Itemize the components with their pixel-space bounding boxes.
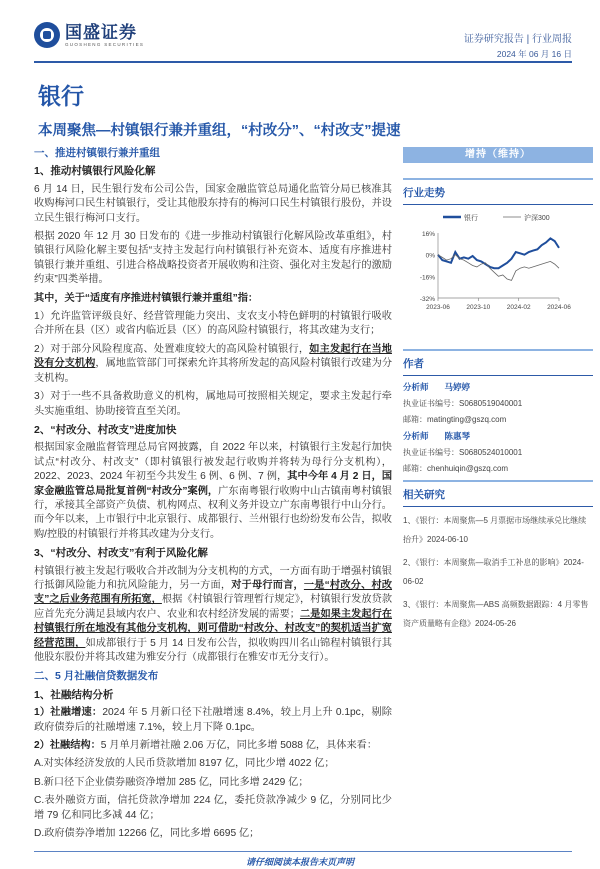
emphasis-text: 1）社融增速： bbox=[34, 707, 103, 719]
cert-number: S0680524010001 bbox=[459, 448, 523, 457]
text: 1）允许监管评级良好、经营管理能力突出、支农支小特色鲜明的村镇银行吸收合并所在县（区）或省内临近县（区）的高风险村镇银行，将其改建为支行； bbox=[34, 311, 392, 337]
x-tick-label: 2023-10 bbox=[466, 304, 491, 311]
authors-heading: 作者 bbox=[403, 349, 593, 376]
emphasis-text: 其中今年 4 月 2 日，国家金融监管总局批复首例“村改分”案例， bbox=[34, 471, 393, 497]
logo-mark-icon bbox=[34, 22, 60, 48]
paragraph bbox=[34, 292, 392, 306]
legend-label: 沪深300 bbox=[524, 215, 550, 222]
logo-text: 国盛证券 bbox=[65, 22, 137, 42]
report-type: 证券研究报告 | 行业周报 bbox=[463, 34, 572, 45]
series-line-bank bbox=[438, 238, 559, 268]
emphasis-text: 如主发起行在当地没有分支机构 bbox=[34, 343, 392, 370]
text: 如成都银行于 5 月 14 日发布公告，拟收购四川名山锦程村镇银行其他股东股份并将其改建为雅安分行（成都银行在雅安市无分支行）。 bbox=[34, 637, 392, 663]
cert-label: 执业证书编号： bbox=[403, 448, 459, 457]
text: 2）对于部分风险程度高、处置难度较大的高风险村镇银行， bbox=[34, 343, 310, 355]
section-heading: 二、5 月社融信贷数据发布 bbox=[34, 670, 159, 683]
emphasis-text: 一是“村改分、村改支”之后业务范围有所拓宽， bbox=[34, 579, 393, 606]
email-link[interactable]: chenhuiqin@gszq.com bbox=[427, 464, 509, 473]
paragraph bbox=[34, 706, 392, 735]
author-cert bbox=[403, 447, 593, 458]
paragraph bbox=[34, 183, 392, 226]
emphasis-text: 二是如果主发起行在村镇银行所在地没有其他分支机构，则可借助“村改分、村改支”的契机适当扩宽经营范围， bbox=[34, 608, 393, 649]
main-content bbox=[34, 146, 392, 845]
y-tick-label: 0% bbox=[425, 252, 435, 260]
y-tick-label: -32% bbox=[419, 296, 435, 303]
legend-label: 银行 bbox=[464, 215, 478, 222]
trend-chart bbox=[403, 205, 593, 330]
y-tick-label: -16% bbox=[419, 274, 435, 282]
subsection-heading: 1、推动村镇银行风险化解 bbox=[34, 165, 156, 178]
x-tick-label: 2024-02 bbox=[506, 304, 531, 311]
text: 根据 2020 年 12 月 30 日发布的《进一步推动村镇银行化解风险改革重组》，村镇银行风险化解主要包括“支持主发起行向村镇银行补充资本、适度有序推进村镇银行兼并重组、引进合格战略投资者开展收购和注资、强化对主发起行的激励约束”四类举措。 bbox=[34, 231, 392, 286]
text: 2024 年 5 月新口径下社融增速 8.4%，较上月上升 0.1pc，剔除政府债券后的社融增速 7.1%，较上月下降 0.1pc。 bbox=[34, 707, 392, 733]
subsection-heading: 2、“村改分、村改支”进度加快 bbox=[34, 423, 177, 436]
paragraph bbox=[34, 827, 392, 841]
text: 村镇银行被主发起行吸收合并改制为分支机构的方式，一方面有助于增强村镇银行抵御风险能力和抗风险能力，另一方面， bbox=[34, 565, 392, 591]
email-label: 邮箱： bbox=[403, 415, 427, 424]
report-title: 本周聚焦—村镇银行兼并重组，“村改分”、“村改支”提速 bbox=[38, 123, 401, 139]
email-label: 邮箱： bbox=[403, 464, 427, 473]
company-logo bbox=[34, 22, 144, 48]
trend-heading: 行业走势 bbox=[403, 178, 593, 205]
paragraph bbox=[34, 739, 392, 753]
paragraph bbox=[34, 230, 392, 288]
related-heading: 相关研究 bbox=[403, 480, 593, 507]
related-report-link[interactable]: 2、《银行：本周聚焦—取消手工补息的影响》2024-06-02 bbox=[403, 558, 584, 586]
text: 6 月 14 日，民生银行发布公司公告，国家金融监管总局通化监管分局已核准其收购梅河口民生村镇银行，受让其他股东持有的梅河口民生村镇银行股份，并设立民生银行梅河口支行。 bbox=[34, 183, 392, 224]
paragraph bbox=[34, 776, 392, 790]
paragraph bbox=[34, 794, 392, 823]
author-email bbox=[403, 414, 593, 425]
y-tick-label: 16% bbox=[421, 231, 435, 238]
section-heading: 一、推进村镇银行兼并重组 bbox=[34, 147, 160, 159]
author-role: 分析师 bbox=[403, 382, 429, 392]
authors-list bbox=[403, 381, 593, 474]
logo-subtext: GUOSHENG SECURITIES bbox=[65, 41, 145, 47]
rating-badge: 增持（维持） bbox=[403, 147, 593, 163]
paragraph bbox=[34, 310, 392, 339]
paragraph bbox=[34, 757, 392, 771]
header-divider bbox=[34, 61, 572, 63]
text: C.表外融资方面，信托贷款净增加 224 亿，委托贷款净减少 9 亿，分别同比少增 79 亿和同比多减 44 亿； bbox=[34, 795, 392, 821]
sidebar bbox=[403, 178, 593, 633]
text: D.政府债券净增加 12266 亿，同比多增 6695 亿； bbox=[34, 828, 260, 840]
author-role: 分析师 bbox=[403, 431, 429, 441]
text: B.新口径下企业债券融资净增加 285 亿，同比多增 2429 亿； bbox=[34, 776, 309, 788]
cert-number: S0680519040001 bbox=[459, 399, 523, 408]
sector-title: 银行 bbox=[38, 83, 84, 109]
paragraph bbox=[34, 565, 392, 666]
paragraph bbox=[34, 441, 392, 542]
emphasis-text: 2）社融结构： bbox=[34, 740, 101, 752]
emphasis-text: 其中，关于“适度有序推进村镇银行兼并重组”指： bbox=[34, 292, 259, 304]
text: 广东南粤银行收购中山古镇南粤村镇银行，承接其全部资产负债、机构网点、权利义务并设立广东南粤银行中山分行。而今年以来，上市银行中北京银行、成都银行、兰州银行也纷纷发布公告，拟收购/控股的村镇银行并将其改建为分支行。 bbox=[34, 485, 392, 540]
author-name: 马婷婷 bbox=[444, 382, 471, 392]
subsection-heading: 3、“村改分、村改支”有利于风险化解 bbox=[34, 547, 208, 560]
report-date: 2024 年 06 月 16 日 bbox=[496, 49, 572, 59]
text: 根据《村镇银行管理暂行规定》，村镇银行发放贷款应首先充分满足县域内农户、农业和农村经济发展的需要； bbox=[34, 594, 393, 620]
author-name: 陈惠琴 bbox=[444, 431, 471, 441]
x-tick-label: 2023-06 bbox=[426, 304, 450, 311]
author-email bbox=[403, 463, 593, 474]
footer-disclaimer: 请仔细阅读本报告末页声明 bbox=[245, 857, 354, 867]
text: ，属地监管部门可探索允许其将所发起的高风险村镇银行改建为分支机构。 bbox=[34, 358, 393, 384]
text: 3）对于一些不具备救助意义的机构，属地局可按照相关规定，要求主发起行牵头实施重组、协助接管直至关闭。 bbox=[34, 391, 392, 417]
related-report-link[interactable]: 3、《银行：本周聚焦—ABS 高频数据跟踪：4 月零售资产质量略有企稳》2024-05-26 bbox=[403, 600, 589, 628]
subsection-heading: 1、社融结构分析 bbox=[34, 688, 114, 701]
email-link[interactable]: matingting@gszq.com bbox=[427, 415, 507, 424]
author-name-row bbox=[403, 381, 593, 393]
cert-label: 执业证书编号： bbox=[403, 399, 459, 408]
related-list bbox=[403, 511, 593, 633]
emphasis-text: 对于母行而言， bbox=[231, 579, 304, 591]
author-name-row bbox=[403, 430, 593, 442]
text: A.对实体经济发放的人民币贷款增加 8197 亿，同比少增 4022 亿； bbox=[34, 758, 335, 770]
text: 根据国家金融监督管理总局官网披露，自 2022 年以来，村镇银行主发起行加快试点“村改分、村改支”（即村镇银行被发起行收购并将转为母行分支机构），2022、2023、2024 年初至今共发生 6 例、6 例、7 例， bbox=[34, 442, 392, 483]
author-cert bbox=[403, 398, 593, 409]
text: 5 月单月新增社融 2.06 万亿，同比多增 5088 亿，具体来看： bbox=[100, 740, 378, 752]
footer-divider bbox=[34, 851, 572, 852]
paragraph bbox=[34, 343, 392, 386]
related-report-link[interactable]: 1、《银行：本周聚焦—5 月票据市场继续承兑比继续抬升》2024-06-10 bbox=[403, 516, 587, 544]
paragraph bbox=[34, 390, 392, 419]
x-tick-label: 2024-06 bbox=[547, 304, 571, 311]
